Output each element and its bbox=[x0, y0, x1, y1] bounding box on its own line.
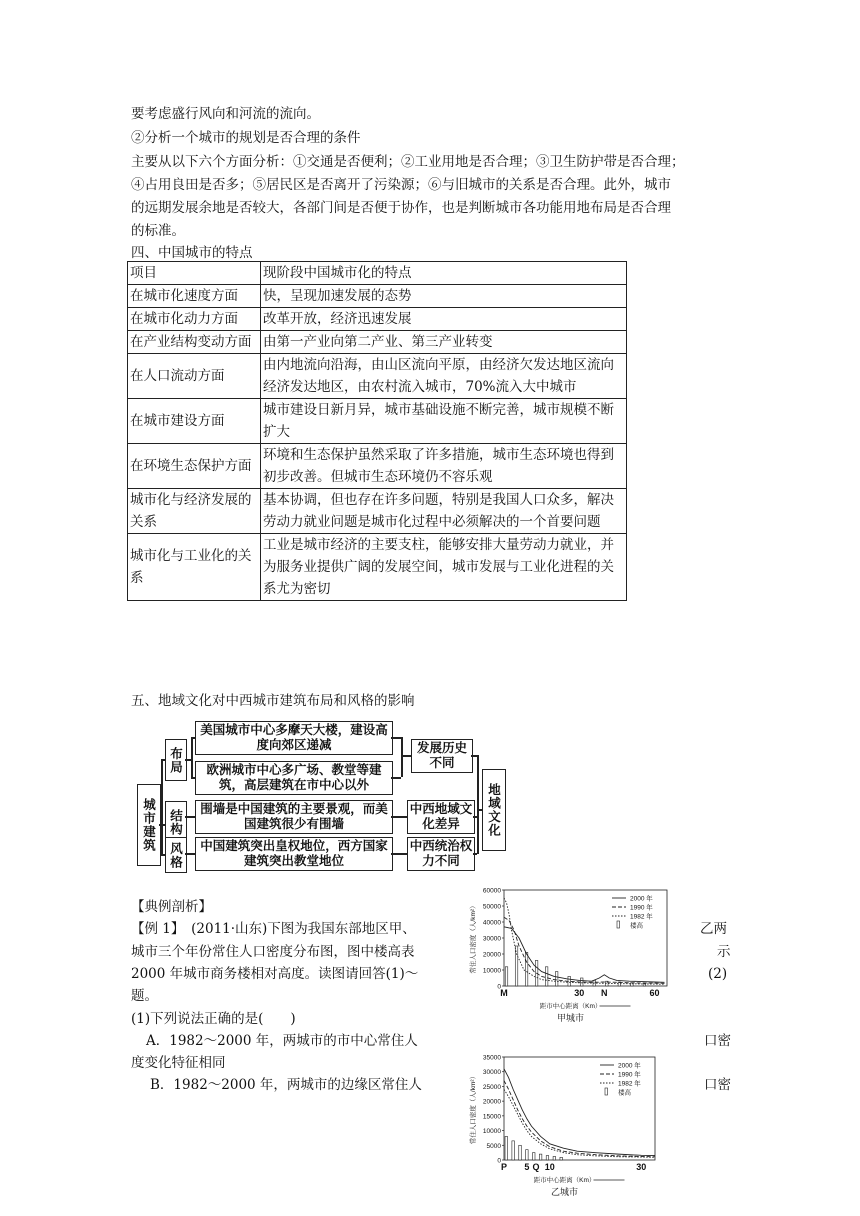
building-height-bar bbox=[553, 1156, 556, 1160]
text-line: 的标准。 bbox=[131, 223, 185, 239]
text-line: ②分析一个城市的规划是否合理的条件 bbox=[131, 130, 361, 146]
diagram-content: 欧洲城市中心多广场、教堂等建筑，高层建筑在市中心以外 bbox=[195, 761, 393, 795]
table-cell-feature: 由内地流向沿海，由山区流向平原，由经济欠发达地区流向经济发达地区，由农村流入城市，70%流入大中城市 bbox=[261, 354, 627, 399]
diagram-cause: 中西地域文化差异 bbox=[407, 800, 475, 834]
y-tick-label: 40000 bbox=[482, 919, 501, 927]
culture-diagram bbox=[137, 719, 512, 869]
text-line: 的远期发展余地是否较大，各部门间是否便于协作，也是判断城市各功能用地布局是否合理 bbox=[131, 200, 671, 216]
table-cell-item: 城市化与工业化的关系 bbox=[128, 534, 261, 601]
series-line bbox=[504, 1089, 655, 1157]
section-heading: 四、中国城市的特点 bbox=[131, 245, 253, 261]
y-tick-label: 10000 bbox=[482, 1128, 501, 1136]
legend-label: 1982 年 bbox=[618, 1080, 641, 1088]
table-row bbox=[128, 444, 627, 489]
option-a-tail: 口密 bbox=[704, 1033, 731, 1049]
table-cell-item: 城市化与经济发展的关系 bbox=[128, 489, 261, 534]
y-tick-label: 10000 bbox=[482, 967, 501, 975]
y-tick-label: 25000 bbox=[482, 1083, 501, 1091]
text-line: 题。 bbox=[131, 988, 158, 1004]
legend-label: 1990 年 bbox=[630, 904, 653, 912]
building-height-bar bbox=[512, 1141, 514, 1160]
x-tick-label: 10 bbox=[544, 1162, 555, 1172]
table-cell-item: 在环境生态保护方面 bbox=[128, 444, 261, 489]
table-header-row bbox=[128, 262, 627, 285]
y-tick-label: 50000 bbox=[482, 903, 501, 911]
diagram-root: 城市建筑 bbox=[137, 784, 161, 866]
table-row bbox=[128, 308, 627, 331]
diagram-aspect: 结构 bbox=[165, 801, 187, 843]
building-height-bar bbox=[539, 1154, 542, 1160]
y-tick-label: 60000 bbox=[482, 887, 501, 895]
diagram-content: 美国城市中心多摩天大楼，建设高度向郊区递减 bbox=[195, 721, 393, 755]
diagram-source: 地域文化 bbox=[482, 769, 506, 851]
table-cell-feature: 城市建设日新月异，城市基础设施不断完善，城市规模不断扩大 bbox=[261, 399, 627, 444]
text-line: 2000 年城市商务楼相对高度。读图请回答(1)～ bbox=[131, 966, 419, 982]
text-line: 城市三个年份常住人口密度分布图，图中楼高表 bbox=[131, 944, 415, 960]
table-cell-feature: 基本协调，但也存在许多问题，特别是我国人口众多，解决劳动力就业问题是城市化过程中必须解决的一个首要问题 bbox=[261, 489, 627, 534]
text-line: ④占用良田是否多；⑤居民区是否离开了污染源；⑥与旧城市的关系是否合理。此外，城市 bbox=[131, 177, 671, 193]
x-tick-label: Q bbox=[532, 1162, 540, 1172]
diagram-cause: 中西统治权力不同 bbox=[407, 837, 475, 871]
option-a-cont: 度变化特征相同 bbox=[131, 1055, 226, 1071]
table-row bbox=[128, 489, 627, 534]
y-tick-label: 15000 bbox=[482, 1113, 501, 1121]
chart-svg bbox=[468, 1052, 683, 1212]
building-height-bar bbox=[560, 1157, 563, 1160]
section-heading: 五、地域文化对中西城市建筑布局和风格的影响 bbox=[131, 693, 415, 709]
x-tick-label: 30 bbox=[636, 1162, 647, 1172]
diagram-cause: 发展历史不同 bbox=[411, 739, 473, 773]
legend-label: 1982 年 bbox=[630, 913, 653, 921]
table-cell-feature: 改革开放，经济迅速发展 bbox=[261, 308, 627, 331]
table-row bbox=[128, 354, 627, 399]
table-cell-item: 在人口流动方面 bbox=[128, 354, 261, 399]
building-height-bar bbox=[546, 1156, 549, 1160]
building-height-bar bbox=[580, 978, 583, 986]
text-line: 【例 1】 (2011·山东)下图为我国东部地区甲、 bbox=[131, 921, 416, 937]
legend-swatch bbox=[605, 1088, 608, 1095]
chart-city-yi bbox=[468, 1052, 683, 1212]
x-tick-label: N bbox=[601, 988, 608, 998]
chart-city-jia bbox=[468, 884, 683, 1030]
x-tick-label: 5 bbox=[524, 1162, 530, 1172]
y-tick-label: 5000 bbox=[486, 1142, 501, 1150]
building-height-bar bbox=[526, 1150, 529, 1160]
y-tick-label: 0 bbox=[497, 983, 501, 991]
table-cell-item: 在城市化速度方面 bbox=[128, 285, 261, 308]
option-a: A．1982～2000 年，两城市的市中心常住人 bbox=[146, 1033, 418, 1049]
legend-label: 1990 年 bbox=[618, 1071, 641, 1079]
diagram-content: 中国建筑突出皇权地位，西方国家建筑突出教堂地位 bbox=[195, 837, 393, 871]
building-height-bar bbox=[532, 1153, 535, 1160]
text-line-tail: 乙两 bbox=[700, 921, 727, 937]
y-tick-label: 20000 bbox=[482, 951, 501, 959]
building-height-bar bbox=[505, 967, 508, 986]
table-row bbox=[128, 534, 627, 601]
building-height-bar bbox=[545, 967, 548, 986]
table-row bbox=[128, 285, 627, 308]
text-line: 要考虑盛行风向和河流的流向。 bbox=[131, 106, 320, 122]
china-urbanization-table bbox=[127, 261, 627, 601]
example-heading: 【典例剖析】 bbox=[131, 899, 212, 915]
text-line-tail: 示 bbox=[717, 944, 731, 960]
table-cell-item: 项目 bbox=[128, 262, 261, 285]
question: (1)下列说法正确的是( ) bbox=[131, 1011, 296, 1027]
building-height-bar bbox=[525, 952, 528, 986]
diagram-aspect: 布局 bbox=[165, 739, 187, 781]
building-height-bar bbox=[519, 1145, 522, 1160]
table-cell-feature: 工业是城市经济的主要支柱，能够安排大量劳动力就业，并为服务业提供广阔的发展空间，城市发展与工业化进程的关系尤为密切 bbox=[261, 534, 627, 601]
y-tick-label: 0 bbox=[497, 1157, 501, 1165]
legend-label: 2000 年 bbox=[630, 895, 653, 903]
table-cell-item: 在产业结构变动方面 bbox=[128, 331, 261, 354]
building-height-bar bbox=[505, 1136, 508, 1160]
legend-label: 楼高 bbox=[630, 922, 643, 930]
chart-svg bbox=[468, 884, 683, 1030]
y-axis-label: 常住人口密度（人/km²） bbox=[470, 902, 477, 974]
x-tick-label: 60 bbox=[649, 988, 660, 998]
table-row bbox=[128, 399, 627, 444]
y-tick-label: 20000 bbox=[482, 1098, 501, 1106]
text-line-tail: (2) bbox=[708, 966, 728, 982]
x-axis-label: 距市中心距离（Km） bbox=[539, 1003, 602, 1010]
y-tick-label: 35000 bbox=[482, 1054, 501, 1062]
table-cell-feature: 快，呈现加速发展的态势 bbox=[261, 285, 627, 308]
table-cell-item: 在城市化动力方面 bbox=[128, 308, 261, 331]
option-b-tail: 口密 bbox=[704, 1077, 731, 1093]
x-tick-label: M bbox=[500, 988, 508, 998]
legend-swatch bbox=[617, 921, 620, 928]
table-cell-feature: 环境和生态保护虽然采取了许多措施，城市生态环境也得到初步改善。但城市生态环境仍不容乐观 bbox=[261, 444, 627, 489]
table-row bbox=[128, 331, 627, 354]
chart-title: 甲城市 bbox=[556, 1013, 585, 1023]
x-axis-label: 距市中心距离（Km） bbox=[533, 1177, 596, 1184]
table-cell-item: 在城市建设方面 bbox=[128, 399, 261, 444]
diagram-content: 围墙是中国建筑的主要景观，而美国建筑很少有围墙 bbox=[195, 800, 393, 834]
text-line: 主要从以下六个方面分析：①交通是否便利；②工业用地是否合理；③卫生防护带是否合理； bbox=[131, 154, 685, 170]
table-cell-feature: 由第一产业向第二产业、第三产业转变 bbox=[261, 331, 627, 354]
y-tick-label: 30000 bbox=[482, 935, 501, 943]
table-cell-feature: 现阶段中国城市化的特点 bbox=[261, 262, 627, 285]
x-tick-label: P bbox=[500, 1162, 508, 1172]
chart-title: 乙城市 bbox=[550, 1187, 579, 1197]
building-height-bar bbox=[555, 972, 558, 986]
option-b: B．1982～2000 年，两城市的边缘区常住人 bbox=[150, 1077, 422, 1093]
legend-label: 楼高 bbox=[618, 1089, 631, 1097]
y-axis-label: 常住人口密度（人/km²） bbox=[470, 1072, 477, 1145]
legend-label: 2000 年 bbox=[618, 1062, 641, 1070]
y-tick-label: 30000 bbox=[482, 1069, 501, 1077]
x-tick-label: 30 bbox=[574, 988, 585, 998]
diagram-aspect: 风格 bbox=[165, 837, 187, 873]
